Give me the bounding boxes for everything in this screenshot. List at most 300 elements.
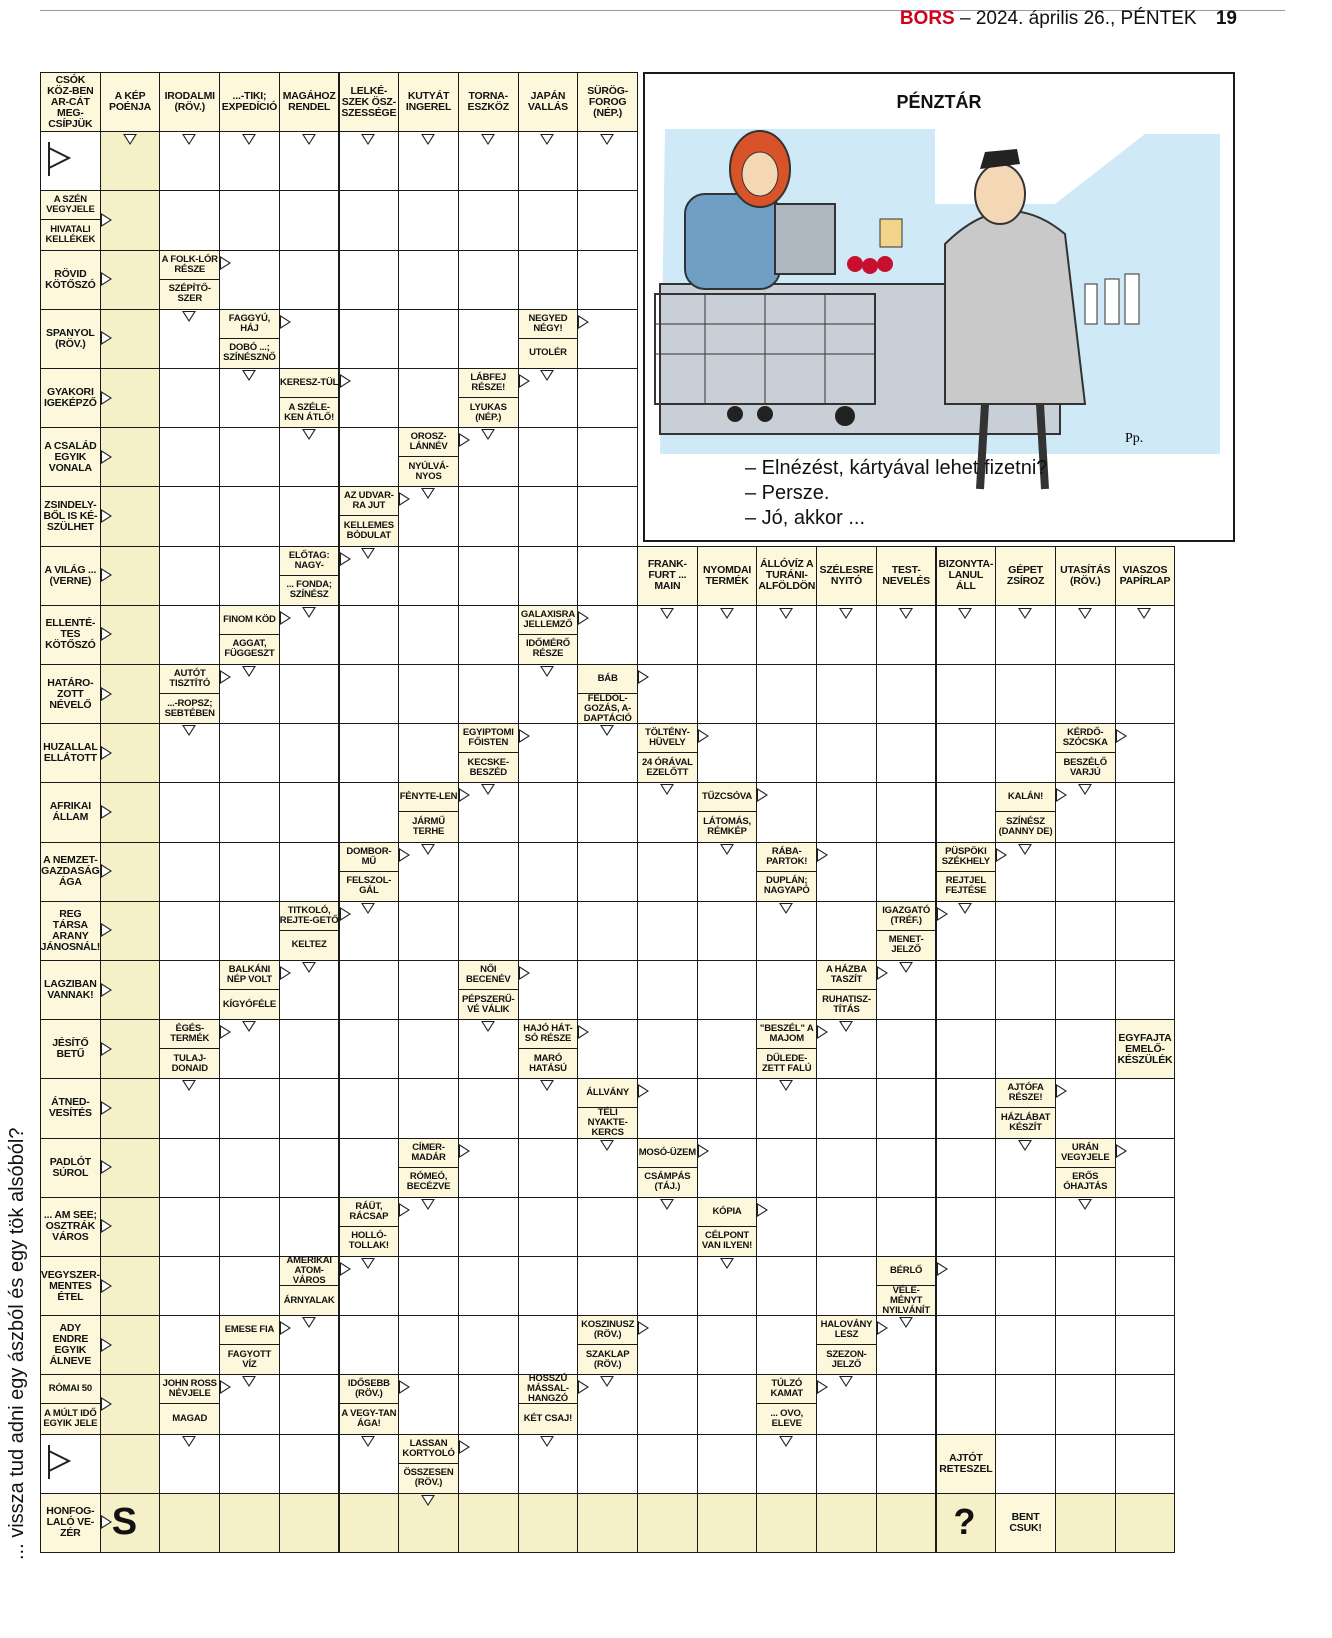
clue-cell — [40, 1138, 101, 1198]
clue-text: KELTEZ — [291, 939, 327, 951]
clue-cell — [40, 723, 101, 783]
clue-cell — [637, 546, 698, 606]
answer-cell[interactable] — [279, 782, 340, 842]
answer-cell[interactable] — [100, 1434, 161, 1494]
clue-cell — [40, 1197, 101, 1257]
answer-cell[interactable] — [339, 1078, 400, 1138]
answer-cell[interactable] — [995, 723, 1056, 783]
answer-cell[interactable] — [159, 605, 220, 665]
answer-cell[interactable] — [995, 901, 1056, 961]
down-arrow-icon — [1018, 1140, 1032, 1151]
answer-cell[interactable] — [458, 1197, 519, 1257]
clue-cell — [159, 72, 220, 132]
answer-cell[interactable] — [1115, 901, 1176, 961]
answer-cell[interactable] — [518, 546, 579, 606]
split-clue-cell — [1055, 723, 1116, 783]
answer-cell[interactable] — [219, 842, 280, 902]
answer-cell[interactable] — [398, 723, 459, 783]
answer-cell[interactable] — [876, 664, 937, 724]
answer-cell[interactable] — [1115, 842, 1176, 902]
clue-text: TÚLZÓ KAMAT — [770, 1378, 804, 1400]
answer-cell[interactable] — [339, 427, 400, 487]
answer-cell[interactable] — [756, 1315, 817, 1375]
clue-cell — [40, 842, 101, 902]
answer-cell[interactable] — [577, 960, 638, 1020]
answer-cell[interactable] — [458, 605, 519, 665]
answer-cell[interactable] — [637, 901, 698, 961]
answer-cell[interactable] — [577, 1434, 638, 1494]
down-arrow-icon — [302, 429, 316, 440]
answer-cell[interactable] — [876, 723, 937, 783]
answer-cell[interactable] — [339, 309, 400, 369]
answer-cell[interactable] — [518, 486, 579, 546]
answer-cell[interactable] — [697, 1019, 758, 1079]
answer-cell[interactable] — [577, 1256, 638, 1316]
answer-cell[interactable] — [577, 190, 638, 250]
clue-cell — [697, 546, 758, 606]
answer-cell[interactable] — [219, 427, 280, 487]
answer-cell[interactable] — [1055, 1019, 1116, 1079]
answer-cell[interactable] — [458, 190, 519, 250]
answer-cell[interactable] — [577, 368, 638, 428]
answer-cell[interactable] — [1055, 1493, 1116, 1553]
answer-cell[interactable] — [219, 1434, 280, 1494]
answer-cell[interactable] — [577, 782, 638, 842]
down-arrow-icon — [1018, 608, 1032, 619]
answer-cell[interactable] — [458, 1315, 519, 1375]
answer-cell[interactable] — [697, 1374, 758, 1434]
clue-text: A CSALÁD EGYIK VONALA — [44, 439, 97, 474]
answer-cell[interactable] — [159, 1256, 220, 1316]
answer-cell[interactable] — [637, 1434, 698, 1494]
answer-cell[interactable] — [577, 427, 638, 487]
answer-cell[interactable] — [816, 1138, 877, 1198]
answer-cell[interactable] — [518, 190, 579, 250]
clue-text: SPANYOL (RÖV.) — [46, 326, 95, 350]
clue-cell — [40, 605, 101, 665]
start-letter: S — [111, 1500, 138, 1543]
answer-cell[interactable] — [159, 1138, 220, 1198]
split-clue-cell — [816, 960, 877, 1020]
answer-cell[interactable] — [518, 901, 579, 961]
answer-cell[interactable] — [159, 190, 220, 250]
answer-cell[interactable] — [339, 1493, 400, 1553]
answer-cell[interactable] — [697, 1434, 758, 1494]
answer-cell[interactable] — [876, 782, 937, 842]
answer-cell[interactable] — [1055, 1315, 1116, 1375]
answer-cell[interactable] — [876, 1434, 937, 1494]
answer-cell[interactable] — [1055, 1434, 1116, 1494]
right-arrow-icon — [817, 1380, 828, 1394]
answer-cell[interactable] — [159, 901, 220, 961]
answer-cell[interactable] — [219, 1197, 280, 1257]
answer-cell[interactable] — [876, 1374, 937, 1434]
answer-cell[interactable] — [458, 1374, 519, 1434]
answer-cell[interactable] — [577, 901, 638, 961]
answer-cell[interactable] — [697, 1078, 758, 1138]
answer-cell[interactable] — [398, 901, 459, 961]
clue-text: CSÁMPÁS (TÁJ.) — [644, 1171, 691, 1193]
answer-cell[interactable] — [279, 1138, 340, 1198]
answer-cell[interactable] — [159, 1315, 220, 1375]
answer-cell[interactable] — [518, 1493, 579, 1553]
answer-cell[interactable] — [756, 1138, 817, 1198]
answer-cell[interactable] — [756, 1256, 817, 1316]
answer-cell[interactable] — [637, 1374, 698, 1434]
clue-text: EGYIPTOMI FŐISTEN — [462, 727, 514, 749]
answer-cell[interactable] — [577, 842, 638, 902]
clue-text: CÍMER-MADÁR — [411, 1141, 446, 1163]
answer-cell[interactable] — [1115, 664, 1176, 724]
answer-cell[interactable] — [876, 1078, 937, 1138]
answer-cell[interactable] — [816, 1434, 877, 1494]
answer-cell[interactable] — [339, 960, 400, 1020]
answer-cell[interactable] — [458, 486, 519, 546]
down-arrow-icon — [481, 784, 495, 795]
answer-cell[interactable] — [339, 1138, 400, 1198]
clue-text: 24 ÓRÁVAL EZELŐTT — [641, 756, 693, 778]
answer-cell[interactable] — [518, 250, 579, 310]
answer-cell[interactable] — [219, 486, 280, 546]
answer-cell[interactable] — [1055, 1256, 1116, 1316]
answer-cell[interactable] — [936, 1315, 997, 1375]
right-arrow-icon — [101, 923, 112, 937]
answer-cell[interactable] — [936, 1374, 997, 1434]
clue-text: DOBÓ ...; SZÍNÉSZNŐ — [223, 342, 276, 364]
clue-text: TÉLI NYAKTE-KERCS — [587, 1107, 628, 1139]
answer-cell[interactable] — [398, 250, 459, 310]
clue-text: GÉPET ZSÍROZ — [1006, 563, 1045, 587]
answer-cell[interactable] — [279, 486, 340, 546]
answer-cell[interactable] — [219, 546, 280, 606]
answer-cell[interactable] — [816, 901, 877, 961]
clue-cell — [40, 901, 101, 961]
answer-cell[interactable] — [219, 723, 280, 783]
answer-cell[interactable] — [876, 1138, 937, 1198]
down-arrow-icon — [540, 1436, 554, 1447]
answer-cell[interactable] — [936, 1078, 997, 1138]
answer-cell[interactable] — [398, 1315, 459, 1375]
answer-cell[interactable] — [936, 960, 997, 1020]
clue-text: BÉRLŐ — [890, 1265, 923, 1277]
down-arrow-icon — [182, 1436, 196, 1447]
clue-text: CÉLPONT VAN ILYEN! — [701, 1230, 753, 1252]
clue-text: KÉT CSAJ! — [523, 1413, 573, 1425]
answer-cell[interactable] — [159, 782, 220, 842]
answer-cell[interactable] — [398, 1256, 459, 1316]
clue-text: FELDOL-GOZÁS, A-DAPTÁCIÓ — [583, 692, 632, 724]
answer-cell[interactable] — [339, 664, 400, 724]
answer-cell[interactable] — [756, 723, 817, 783]
answer-cell[interactable] — [279, 1374, 340, 1434]
answer-cell[interactable] — [159, 486, 220, 546]
clue-cell — [40, 486, 101, 546]
answer-cell[interactable] — [1115, 1197, 1176, 1257]
answer-cell[interactable] — [279, 250, 340, 310]
answer-cell[interactable] — [1115, 1434, 1176, 1494]
clue-cell — [995, 1493, 1056, 1553]
answer-cell[interactable] — [816, 782, 877, 842]
clue-text: HÁZLÁBAT KÉSZÍT — [1000, 1112, 1051, 1134]
answer-cell[interactable] — [279, 664, 340, 724]
answer-cell[interactable] — [339, 1315, 400, 1375]
answer-cell[interactable] — [518, 1197, 579, 1257]
clue-cell — [100, 72, 161, 132]
down-arrow-icon — [182, 1080, 196, 1091]
down-arrow-icon — [481, 1021, 495, 1032]
right-arrow-icon — [459, 1440, 470, 1454]
answer-cell[interactable] — [1115, 1256, 1176, 1316]
answer-cell[interactable] — [518, 782, 579, 842]
answer-cell[interactable] — [1115, 1078, 1176, 1138]
answer-cell[interactable] — [1115, 1374, 1176, 1434]
answer-cell[interactable] — [637, 960, 698, 1020]
answer-cell[interactable] — [995, 1315, 1056, 1375]
right-arrow-icon — [101, 746, 112, 760]
answer-cell[interactable] — [339, 1019, 400, 1079]
clue-text: HALOVÁNY LESZ — [820, 1319, 873, 1341]
answer-cell[interactable] — [577, 486, 638, 546]
answer-cell[interactable] — [637, 1256, 698, 1316]
down-arrow-icon — [361, 1436, 375, 1447]
clue-text: DUPLÁN; NAGYAPÓ — [763, 875, 810, 897]
answer-cell[interactable] — [219, 190, 280, 250]
answer-cell[interactable] — [219, 901, 280, 961]
answer-cell[interactable] — [876, 1493, 937, 1553]
split-clue-cell — [518, 605, 579, 665]
answer-cell[interactable] — [279, 723, 340, 783]
answer-cell[interactable] — [159, 368, 220, 428]
right-arrow-icon — [698, 1144, 709, 1158]
answer-cell[interactable] — [279, 190, 340, 250]
dialog-line-1: – Elnézést, kártyával lehet fizetni? — [745, 457, 1048, 479]
answer-cell[interactable] — [577, 250, 638, 310]
answer-cell[interactable] — [159, 546, 220, 606]
split-clue-cell — [876, 1256, 937, 1316]
answer-cell[interactable] — [1055, 664, 1116, 724]
answer-cell[interactable] — [219, 1138, 280, 1198]
clue-text: MARÓ HATÁSÚ — [529, 1052, 567, 1074]
answer-cell[interactable] — [159, 1197, 220, 1257]
split-clue-cell — [159, 664, 220, 724]
right-arrow-icon — [877, 966, 888, 980]
split-clue-cell — [398, 1138, 459, 1198]
answer-cell[interactable] — [995, 1374, 1056, 1434]
answer-cell[interactable] — [219, 1493, 280, 1553]
answer-cell[interactable] — [637, 1493, 698, 1553]
answer-cell[interactable] — [816, 1078, 877, 1138]
clue-text: DŰLEDE-ZETT FALÚ — [762, 1052, 812, 1074]
answer-cell[interactable] — [756, 1493, 817, 1553]
down-arrow-icon — [779, 608, 793, 619]
answer-cell[interactable] — [458, 901, 519, 961]
clue-text: ÁTNED-VESÍTÉS — [48, 1096, 92, 1120]
answer-cell[interactable] — [577, 546, 638, 606]
right-arrow-icon — [937, 1262, 948, 1276]
split-clue-cell — [518, 1374, 579, 1434]
down-arrow-icon — [1137, 608, 1151, 619]
down-arrow-icon — [839, 1021, 853, 1032]
answer-cell[interactable] — [458, 309, 519, 369]
answer-cell[interactable] — [518, 427, 579, 487]
answer-cell[interactable] — [159, 960, 220, 1020]
answer-cell[interactable] — [398, 960, 459, 1020]
answer-cell[interactable] — [936, 1138, 997, 1198]
answer-cell[interactable] — [936, 664, 997, 724]
answer-cell[interactable] — [816, 664, 877, 724]
right-arrow-icon — [101, 213, 112, 227]
answer-cell[interactable] — [518, 842, 579, 902]
issue-date: – 2024. április 26., PÉNTEK — [960, 8, 1197, 29]
down-arrow-icon — [302, 134, 316, 145]
answer-cell[interactable] — [1115, 960, 1176, 1020]
clue-cell — [816, 546, 877, 606]
down-arrow-icon — [958, 608, 972, 619]
answer-cell[interactable] — [1115, 782, 1176, 842]
answer-cell[interactable] — [637, 1019, 698, 1079]
answer-cell[interactable] — [697, 960, 758, 1020]
answer-cell[interactable] — [458, 1256, 519, 1316]
answer-cell[interactable] — [458, 1078, 519, 1138]
answer-cell[interactable] — [995, 664, 1056, 724]
answer-cell[interactable] — [816, 1493, 877, 1553]
answer-cell[interactable] — [1055, 960, 1116, 1020]
clue-text: KUTYÁT INGEREL — [405, 90, 452, 114]
answer-cell[interactable] — [816, 723, 877, 783]
answer-cell[interactable] — [697, 1493, 758, 1553]
clue-text: KELLEMES BÓDULAT — [343, 520, 394, 542]
answer-cell[interactable] — [398, 309, 459, 369]
answer-cell[interactable] — [577, 1197, 638, 1257]
answer-cell[interactable] — [339, 782, 400, 842]
right-arrow-icon — [1116, 1144, 1127, 1158]
answer-cell[interactable] — [756, 664, 817, 724]
right-arrow-icon — [101, 627, 112, 641]
answer-cell[interactable] — [876, 1019, 937, 1079]
clue-text: KOSZINUSZ (RÖV.) — [581, 1319, 635, 1341]
down-arrow-icon — [1078, 1199, 1092, 1210]
answer-cell[interactable] — [458, 1493, 519, 1553]
answer-cell[interactable] — [756, 960, 817, 1020]
split-clue-cell — [279, 368, 340, 428]
answer-cell[interactable] — [995, 1434, 1056, 1494]
answer-cell[interactable] — [1055, 901, 1116, 961]
split-clue-cell — [637, 1138, 698, 1198]
answer-cell[interactable] — [398, 1019, 459, 1079]
answer-cell[interactable] — [458, 664, 519, 724]
answer-cell[interactable] — [279, 1019, 340, 1079]
answer-cell[interactable] — [398, 190, 459, 250]
answer-cell[interactable] — [518, 1315, 579, 1375]
answer-cell[interactable] — [159, 842, 220, 902]
answer-cell[interactable] — [995, 1019, 1056, 1079]
answer-cell[interactable] — [339, 190, 400, 250]
answer-cell[interactable] — [398, 664, 459, 724]
answer-cell[interactable] — [1055, 1374, 1116, 1434]
answer-cell[interactable] — [1115, 1493, 1176, 1553]
clue-text: HOLLÓ-TOLLAK! — [348, 1230, 389, 1252]
clue-text: BIZONYTA-LANUL ÁLL — [938, 558, 994, 593]
answer-cell[interactable] — [577, 1493, 638, 1553]
split-clue-cell — [339, 842, 400, 902]
answer-cell[interactable] — [816, 1256, 877, 1316]
split-clue-cell — [219, 605, 280, 665]
answer-cell[interactable] — [398, 546, 459, 606]
right-arrow-icon — [399, 848, 410, 862]
clue-text: SZAKLAP (RÖV.) — [585, 1348, 630, 1370]
right-arrow-icon — [101, 509, 112, 523]
answer-cell[interactable] — [279, 1078, 340, 1138]
cartoon-dialog — [745, 456, 1047, 531]
answer-cell[interactable] — [159, 1493, 220, 1553]
answer-cell[interactable] — [398, 605, 459, 665]
right-arrow-icon — [101, 1219, 112, 1233]
clue-text: FÉNYTE-LEN — [399, 791, 458, 803]
answer-cell[interactable] — [219, 782, 280, 842]
answer-cell[interactable] — [458, 842, 519, 902]
answer-cell[interactable] — [697, 1315, 758, 1375]
answer-cell[interactable] — [637, 842, 698, 902]
answer-cell[interactable] — [339, 250, 400, 310]
answer-cell[interactable] — [219, 1078, 280, 1138]
answer-cell[interactable] — [1115, 1315, 1176, 1375]
answer-cell[interactable] — [936, 782, 997, 842]
answer-cell[interactable] — [458, 546, 519, 606]
answer-cell[interactable] — [995, 1256, 1056, 1316]
answer-cell[interactable] — [159, 427, 220, 487]
clue-cell — [1115, 1019, 1176, 1079]
dialog-line-3: – Jó, akkor ... — [745, 507, 866, 529]
down-arrow-icon — [242, 666, 256, 677]
down-arrow-icon — [660, 608, 674, 619]
answer-cell[interactable] — [697, 664, 758, 724]
cartoon-illustration — [645, 124, 1233, 446]
answer-cell[interactable] — [876, 1197, 937, 1257]
answer-cell[interactable] — [518, 1138, 579, 1198]
answer-cell[interactable] — [279, 1434, 340, 1494]
answer-cell[interactable] — [398, 368, 459, 428]
answer-cell[interactable] — [995, 1197, 1056, 1257]
answer-cell[interactable] — [876, 842, 937, 902]
answer-cell[interactable] — [279, 842, 340, 902]
answer-cell[interactable] — [398, 1078, 459, 1138]
answer-cell[interactable] — [1055, 842, 1116, 902]
answer-cell[interactable] — [936, 1019, 997, 1079]
answer-cell[interactable] — [219, 1256, 280, 1316]
split-clue-cell — [458, 368, 519, 428]
answer-cell[interactable] — [339, 605, 400, 665]
split-clue-cell — [458, 960, 519, 1020]
split-clue-cell — [697, 782, 758, 842]
answer-cell[interactable] — [279, 1493, 340, 1553]
split-clue-cell — [577, 1078, 638, 1138]
right-arrow-icon — [340, 907, 351, 921]
clue-cell — [458, 72, 519, 132]
answer-cell[interactable] — [995, 960, 1056, 1020]
answer-cell[interactable] — [936, 1197, 997, 1257]
down-arrow-icon — [540, 666, 554, 677]
answer-cell[interactable] — [339, 723, 400, 783]
clue-text: KALÁN! — [1007, 791, 1044, 803]
answer-cell[interactable] — [697, 901, 758, 961]
answer-cell[interactable] — [816, 1197, 877, 1257]
clue-text: FRANK-FURT ... MAIN — [647, 558, 687, 593]
answer-cell[interactable] — [279, 1197, 340, 1257]
right-arrow-icon — [340, 1262, 351, 1276]
answer-cell[interactable] — [518, 1256, 579, 1316]
answer-cell[interactable] — [458, 250, 519, 310]
answer-cell[interactable] — [936, 723, 997, 783]
